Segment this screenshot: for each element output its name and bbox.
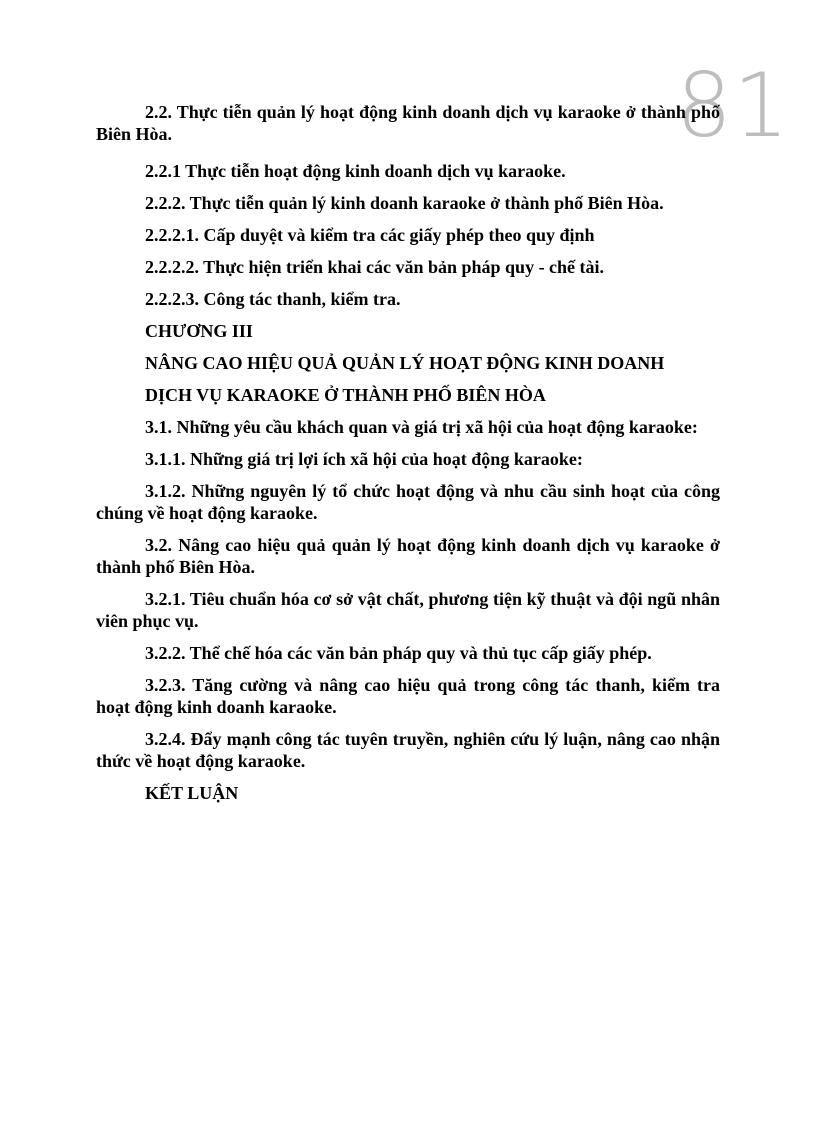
toc-entry-conclusion: KẾT LUẬN: [145, 783, 239, 803]
toc-entry-3-2-2: 3.2.2. Thể chế hóa các văn bản pháp quy và thủ tục cấp giấy phép.: [145, 643, 652, 663]
toc-entry-2-2-2-1: 2.2.2.1. Cấp duyệt và kiểm tra các giấy phép theo quy định: [145, 225, 595, 245]
toc-entry-chapter-3-title-line-2: DỊCH VỤ KARAOKE Ở THÀNH PHỐ BIÊN HÒA: [145, 385, 546, 405]
toc-entry-2-2-2-2: 2.2.2.2. Thực hiện triển khai các văn bản pháp quy - chế tài.: [145, 257, 605, 277]
toc-entry-3-1: 3.1. Những yêu cầu khách quan và giá trị xã hội của hoạt động karaoke:: [145, 417, 698, 437]
toc-entry-3-2: 3.2. Nâng cao hiệu quả quản lý hoạt động kinh doanh dịch vụ karaoke ở thành phố Biên Hòa.: [96, 535, 720, 577]
toc-entry-2-2: 2.2. Thực tiễn quản lý hoạt động kinh doanh dịch vụ karaoke ở thành phố Biên Hòa.: [96, 102, 720, 144]
toc-entry-2-2-1: 2.2.1 Thực tiễn hoạt động kinh doanh dịch vụ karaoke.: [145, 161, 566, 181]
page-number: 81: [676, 54, 790, 157]
toc-entry-2-2-2: 2.2.2. Thực tiễn quản lý kinh doanh karaoke ở thành phố Biên Hòa.: [145, 193, 664, 213]
toc-entry-chapter-3-title-line-1: NÂNG CAO HIỆU QUẢ QUẢN LÝ HOẠT ĐỘNG KINH DOANH: [145, 353, 665, 373]
toc-entry-chapter-3: CHƯƠNG III: [145, 321, 253, 341]
toc-entry-3-1-2: 3.1.2. Những nguyên lý tổ chức hoạt động và nhu cầu sinh hoạt của công chúng về hoạt động karaoke.: [96, 481, 720, 523]
toc-entry-3-2-3: 3.2.3. Tăng cường và nâng cao hiệu quả trong công tác thanh, kiểm tra hoạt động kinh doanh karaoke.: [96, 675, 720, 717]
toc-entry-3-2-1: 3.2.1. Tiêu chuẩn hóa cơ sở vật chất, phương tiện kỹ thuật và đội ngũ nhân viên phục vụ.: [96, 589, 720, 631]
toc-entry-2-2-2-3: 2.2.2.3. Công tác thanh, kiểm tra.: [145, 289, 401, 309]
table-of-contents: [96, 101, 720, 804]
toc-entry-3-2-4: 3.2.4. Đẩy mạnh công tác tuyên truyền, nghiên cứu lý luận, nâng cao nhận thức về hoạt động karaoke.: [96, 729, 720, 771]
toc-entry-3-1-1: 3.1.1. Những giá trị lợi ích xã hội của hoạt động karaoke:: [145, 449, 583, 469]
